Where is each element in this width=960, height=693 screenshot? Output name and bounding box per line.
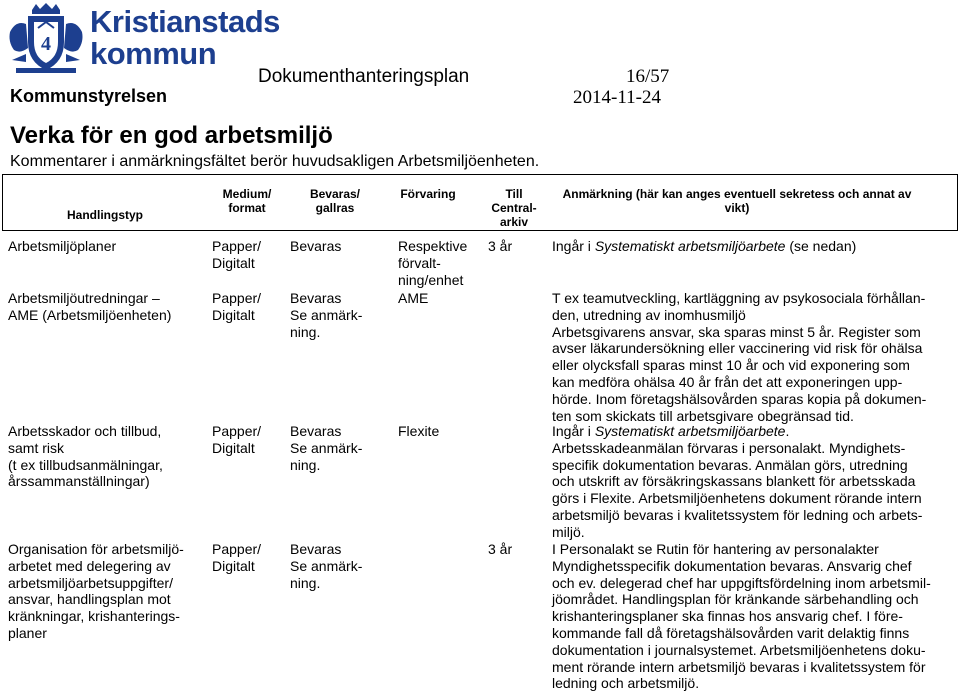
cell-storage: AME [398,290,429,306]
cell-preserve: Bevaras Se anmärk- ning. [290,541,363,591]
document-title: Dokumenthanteringsplan [258,66,470,87]
organization-name-line2: kommun [90,36,217,71]
page-number: 16/57 [626,66,670,87]
cell-storage: Respektive förvalt- ning/enhet [398,238,468,288]
cell-remark: I Personalakt se Rutin för hantering av personalakter Myndighetsspecifik dokumentation bevaras. Ansvarig chef och ev. delegerad chef har uppgiftsfördelning inom arbetsmil- jöområdet. Handlingsplan för kränkande särbehandling och krishanteringsplaner ska finnas hos ansvarig chef. I före- kommande fall då företagshälsovården varit delaktig finns dokumentation i journalsystemet. Arbetsmiljöenhetens doku- ment rörande intern arbetsmiljö bevaras i kvalitetssystem för ledning och arbetsmiljö. [552,541,931,692]
header-preserve: Bevaras/ gallras [309,187,361,215]
cell-preserve: Bevaras Se anmärk- ning. [290,290,363,340]
cell-medium: Papper/ Digitalt [212,290,262,323]
cell-preserve: Bevaras Se anmärk- ning. [290,423,363,473]
header-type: Handlingstyp [66,208,143,222]
cell-archive: 3 år [488,238,513,254]
header-medium: Medium/ format [222,187,272,215]
cell-type: Arbetsmiljöplaner [8,238,117,254]
svg-text:4: 4 [41,33,51,55]
cell-medium: Papper/ Digitalt [212,423,262,456]
cell-medium: Papper/ Digitalt [212,541,262,574]
cell-remark: T ex teamutveckling, kartläggning av psykosociala förhållan- den, utredning av inomhusmiljö Arbetsgivarens ansvar, ska sparas minst 5 år. Register som avser läkarundersökning eller vaccinering vid risk för ohälsa eller olycksfall sparas minst 10 år och vid exponering som kan medföra ohälsa 40 år från det att exponeringen upp- hörde. Inom företagshälsovården sparas kopia på dokumen- ten som skickats till arbetsgivare obegränsad tid. [552,290,927,424]
cell-medium: Papper/ Digitalt [212,238,262,271]
cell-storage: Flexite [398,423,440,439]
department-name: Kommunstyrelsen [10,86,168,106]
document-date: 2014-11-24 [573,87,661,108]
header-storage: Förvaring [400,187,456,201]
header-archive: Till Central- arkiv [491,187,537,229]
table-header [2,174,958,231]
section-title: Verka för en god arbetsmiljö [10,122,333,149]
section-subtitle: Kommentarer i anmärkningsfältet berör huvudsakligen Arbetsmiljöenheten. [10,153,540,170]
cell-type: Organisation för arbetsmiljö- arbetet med delegering av arbetsmiljöarbetsuppgifter/ ansvar, handlingsplan mot kränkningar, krishanterings- planer [8,541,184,641]
cell-type: Arbetsmiljöutredningar – AME (Arbetsmiljöenheten) [8,290,172,323]
organization-name-line1: Kristianstads [90,4,280,39]
cell-type: Arbetsskador och tillbud, samt risk (t ex tillbudsanmälningar, årssammanställningar) [8,423,163,490]
cell-archive: 3 år [488,541,513,557]
cell-remark: Ingår i Systematiskt arbetsmiljöarbete (se nedan) [552,238,857,254]
cell-preserve: Bevaras [290,238,342,254]
kristianstad-coat-of-arms-logo [6,2,86,78]
cell-remark: Ingår i Systematiskt arbetsmiljöarbete. Arbetsskadeanmälan förvaras i personalakt. Myndighets- specifik dokumentation bevaras. Anmälan görs, utredning och utskrift av försäkringskassans blankett för arbetsskada görs i Flexite. Arbetsmiljöenhetens dokument rörande intern arbetsmiljö bevaras i kvalitetssystem för ledning och arbets- miljö. [552,423,923,540]
header-remark: Anmärkning (här kan anges eventuell sekretess och annat av vikt) [562,187,912,215]
